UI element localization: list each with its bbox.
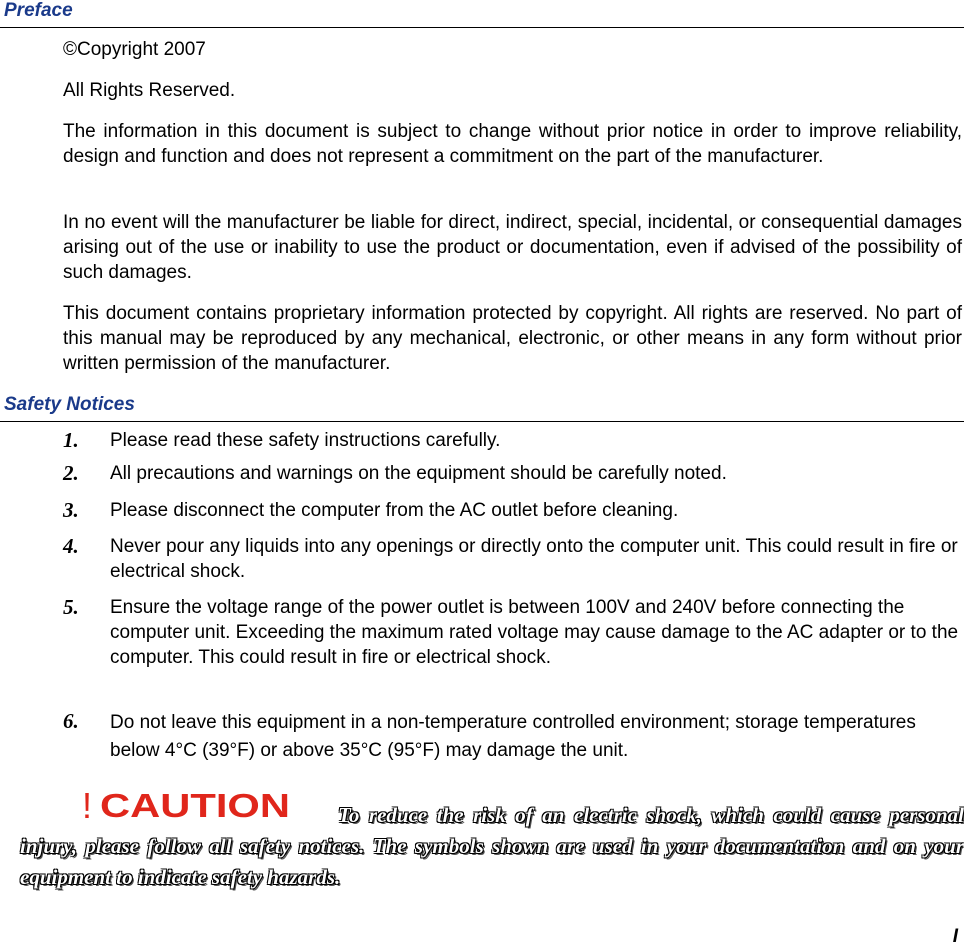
- safety-item-5: [63, 595, 962, 670]
- page-number: I: [952, 926, 958, 947]
- rights-line: All Rights Reserved.: [63, 80, 236, 101]
- safety-item-text: Do not leave this equipment in a non-temperature controlled environment; storage temperatures below 4°C (39°F) or above 35°C (95°F) may damage the unit.: [110, 712, 916, 761]
- safety-item-text: Never pour any liquids into any openings or directly onto the computer unit. This could result in fire or electrical shock.: [110, 536, 958, 582]
- safety-item-number: 5.: [63, 595, 79, 619]
- preface-paragraph-3: This document contains proprietary information protected by copyright. All rights are reserved. No part of this manual may be reproduced by any mechanical, electronic, or other means in any form without prior written permission of the manufacturer.: [63, 303, 962, 374]
- preface-heading: Preface: [4, 0, 73, 21]
- safety-item-number: 3.: [63, 498, 79, 522]
- safety-item-1: [63, 428, 962, 453]
- safety-item-text: Please read these safety instructions carefully.: [110, 430, 501, 451]
- safety-item-text: Please disconnect the computer from the AC outlet before cleaning.: [110, 500, 679, 521]
- safety-item-3: [63, 498, 962, 523]
- safety-divider: [0, 421, 964, 422]
- caution-exclamation-icon: !: [82, 785, 93, 824]
- caution-message-text: To reduce the risk of an electric shock, which could cause personal injury, please follow all safety notices. The symbols shown are used in your documentation and on your equipment to indicate safety hazards.: [20, 803, 964, 889]
- safety-item-2: [63, 461, 962, 486]
- caution-message: [20, 800, 964, 893]
- safety-item-number: 4.: [63, 534, 79, 558]
- safety-item-4: [63, 534, 962, 584]
- safety-item-6: [63, 709, 962, 765]
- safety-item-text: Ensure the voltage range of the power outlet is between 100V and 240V before connecting the computer unit. Exceeding the maximum rated voltage may cause damage to the AC adapter or to the computer. This could result in fire or electrical shock.: [110, 597, 959, 668]
- copyright-line: ©Copyright 2007: [63, 39, 206, 60]
- safety-item-text: All precautions and warnings on the equipment should be carefully noted.: [110, 463, 727, 484]
- safety-heading: Safety Notices: [4, 394, 135, 415]
- preface-paragraph-2: In no event will the manufacturer be liable for direct, indirect, special, incidental, or consequential damages arising out of the use or inability to use the product or documentation, even if advised of the possibility of such damages.: [63, 212, 962, 283]
- preface-divider: [0, 27, 964, 28]
- safety-item-number: 1.: [63, 428, 79, 452]
- safety-item-number: 2.: [63, 461, 79, 485]
- caution-label: CAUTION: [100, 787, 290, 824]
- preface-paragraph-1: The information in this document is subject to change without prior notice in order to improve reliability, design and function and does not represent a commitment on the part of the manufacturer.: [63, 121, 962, 167]
- safety-item-number: 6.: [63, 709, 79, 733]
